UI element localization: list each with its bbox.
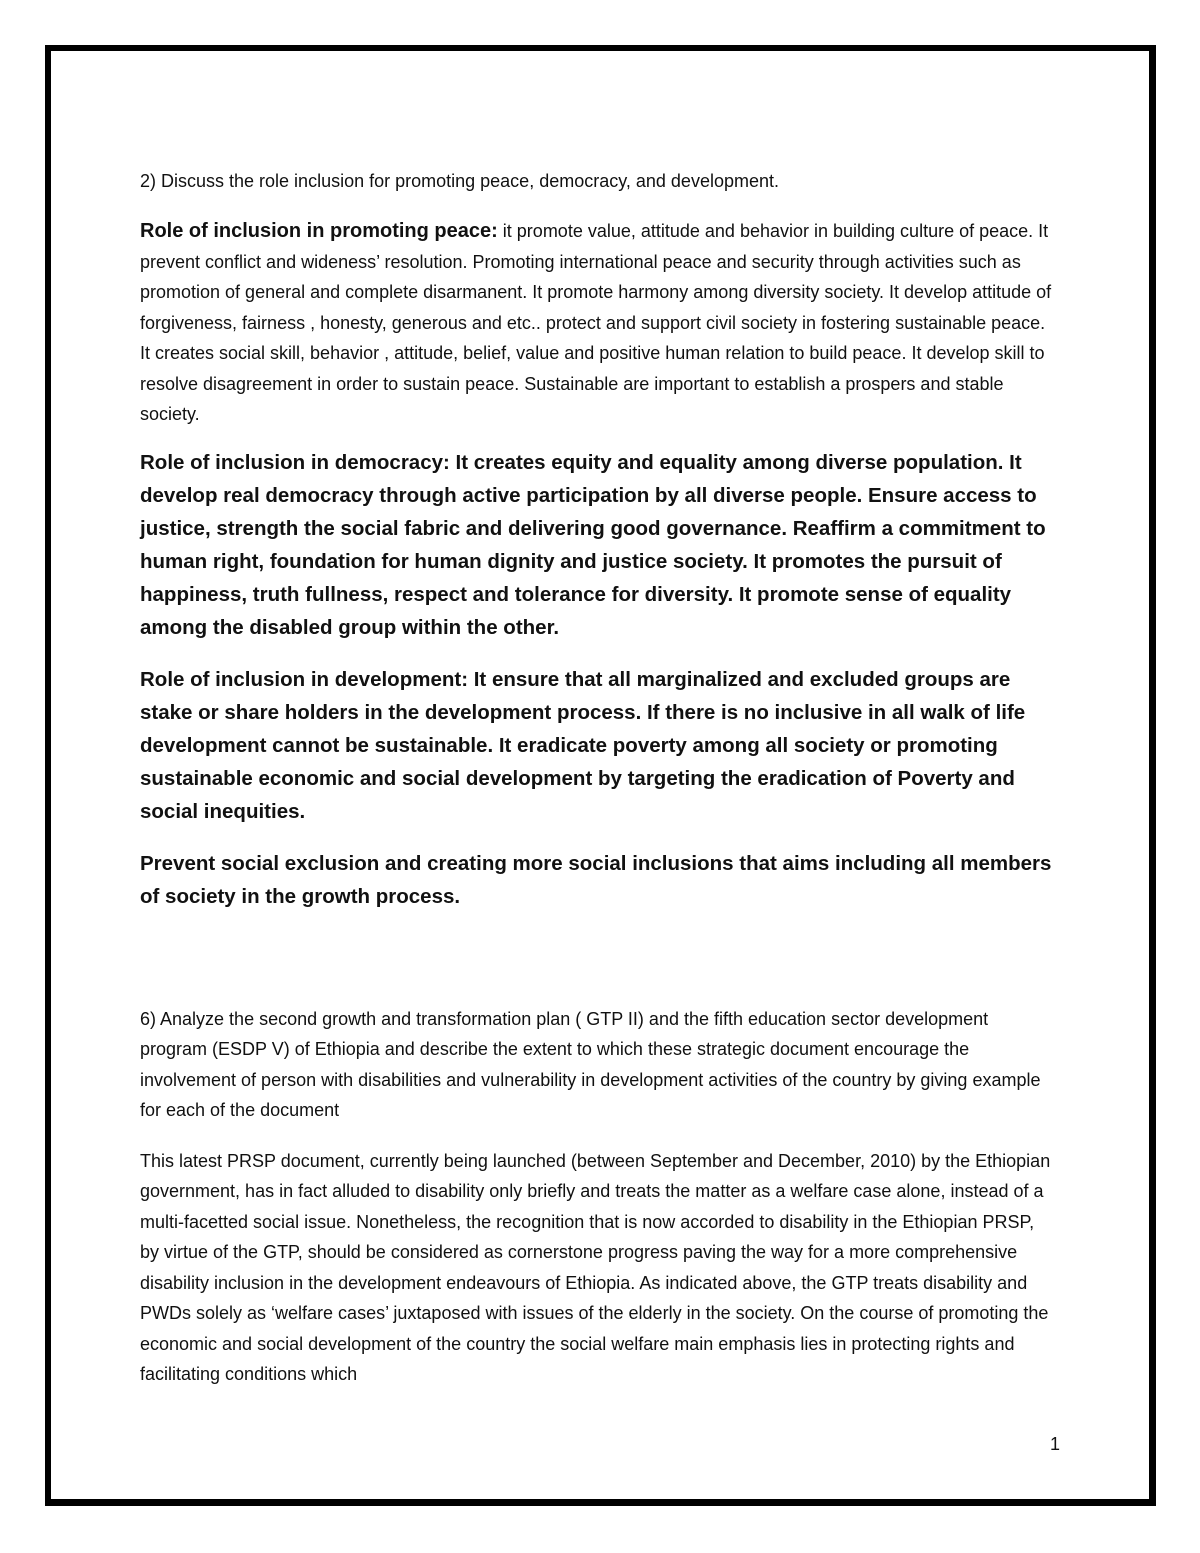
document-body: [140, 166, 1055, 1390]
democracy-heading: Role of inclusion in democracy:: [140, 450, 450, 474]
democracy-paragraph: [140, 446, 1055, 644]
answer-6-paragraph: This latest PRSP document, currently being launched (between September and December, 2010) by the Ethiopian government, has in fact alluded to disability only briefly and treats the matter as a welfare case alone, instead of a multi-facetted social issue. Nonetheless, the recognition that is now accorded to disability in the Ethiopian PRSP, by virtue of the GTP, should be considered as cornerstone progress paving the way for a more comprehensive disability inclusion in the development endeavours of Ethiopia. As indicated above, the GTP treats disability and PWDs solely as ‘welfare cases’ juxtaposed with issues of the elderly in the society. On the course of promoting the economic and social development of the country the social welfare main emphasis lies in protecting rights and facilitating conditions which: [140, 1150, 1051, 1384]
question-6: 6) Analyze the second growth and transformation plan ( GTP II) and the fifth education sector development program (ESDP V) of Ethiopia and describe the extent to which these strategic document encourage the involvement of person with disabilities and vulnerability in development activities of the country by giving example for each of the document: [140, 1008, 1041, 1120]
section-spacer: [140, 932, 1055, 1004]
question-2: 2) Discuss the role inclusion for promoting peace, democracy, and development.: [140, 171, 779, 191]
development-heading: Role of inclusion in development:: [140, 667, 469, 691]
conclusion-paragraph: Prevent social exclusion and creating more social inclusions that aims including all members of society in the growth process.: [140, 851, 1052, 908]
development-paragraph: [140, 663, 1055, 828]
peace-paragraph: [140, 216, 1055, 430]
peace-heading: Role of inclusion in promoting peace:: [140, 220, 498, 242]
development-text: It ensure that all marginalized and excluded groups are stake or share holders in the development process. If there is no inclusive in all walk of life development cannot be sustainable. It eradicate poverty among all society or promoting sustainable economic and social development by targeting the eradication of Poverty and social inequities.: [140, 667, 1026, 823]
page-number: 1: [1049, 1434, 1060, 1454]
peace-text: it promote value, attitude and behavior in building culture of peace. It prevent conflict and wideness’ resolution. Promoting international peace and security through activities such as promotion of general and complete disarmanent. It promote harmony among diversity society. It develop attitude of forgiveness, fairness , honesty, generous and etc.. protect and support civil society in fostering sustainable peace. It creates social skill, behavior , attitude, belief, value and positive human relation to build peace. It develop skill to resolve disagreement in order to sustain peace. Sustainable are important to establish a prospers and stable society.: [140, 221, 1052, 424]
democracy-text: It creates equity and equality among diverse population. It develop real democracy through active participation by all diverse people. Ensure access to justice, strength the social fabric and delivering good governance. Reaffirm a commitment to human right, foundation for human dignity and justice society. It promotes the pursuit of happiness, truth fullness, respect and tolerance for diversity. It promote sense of equality among the disabled group within the other.: [140, 450, 1046, 639]
